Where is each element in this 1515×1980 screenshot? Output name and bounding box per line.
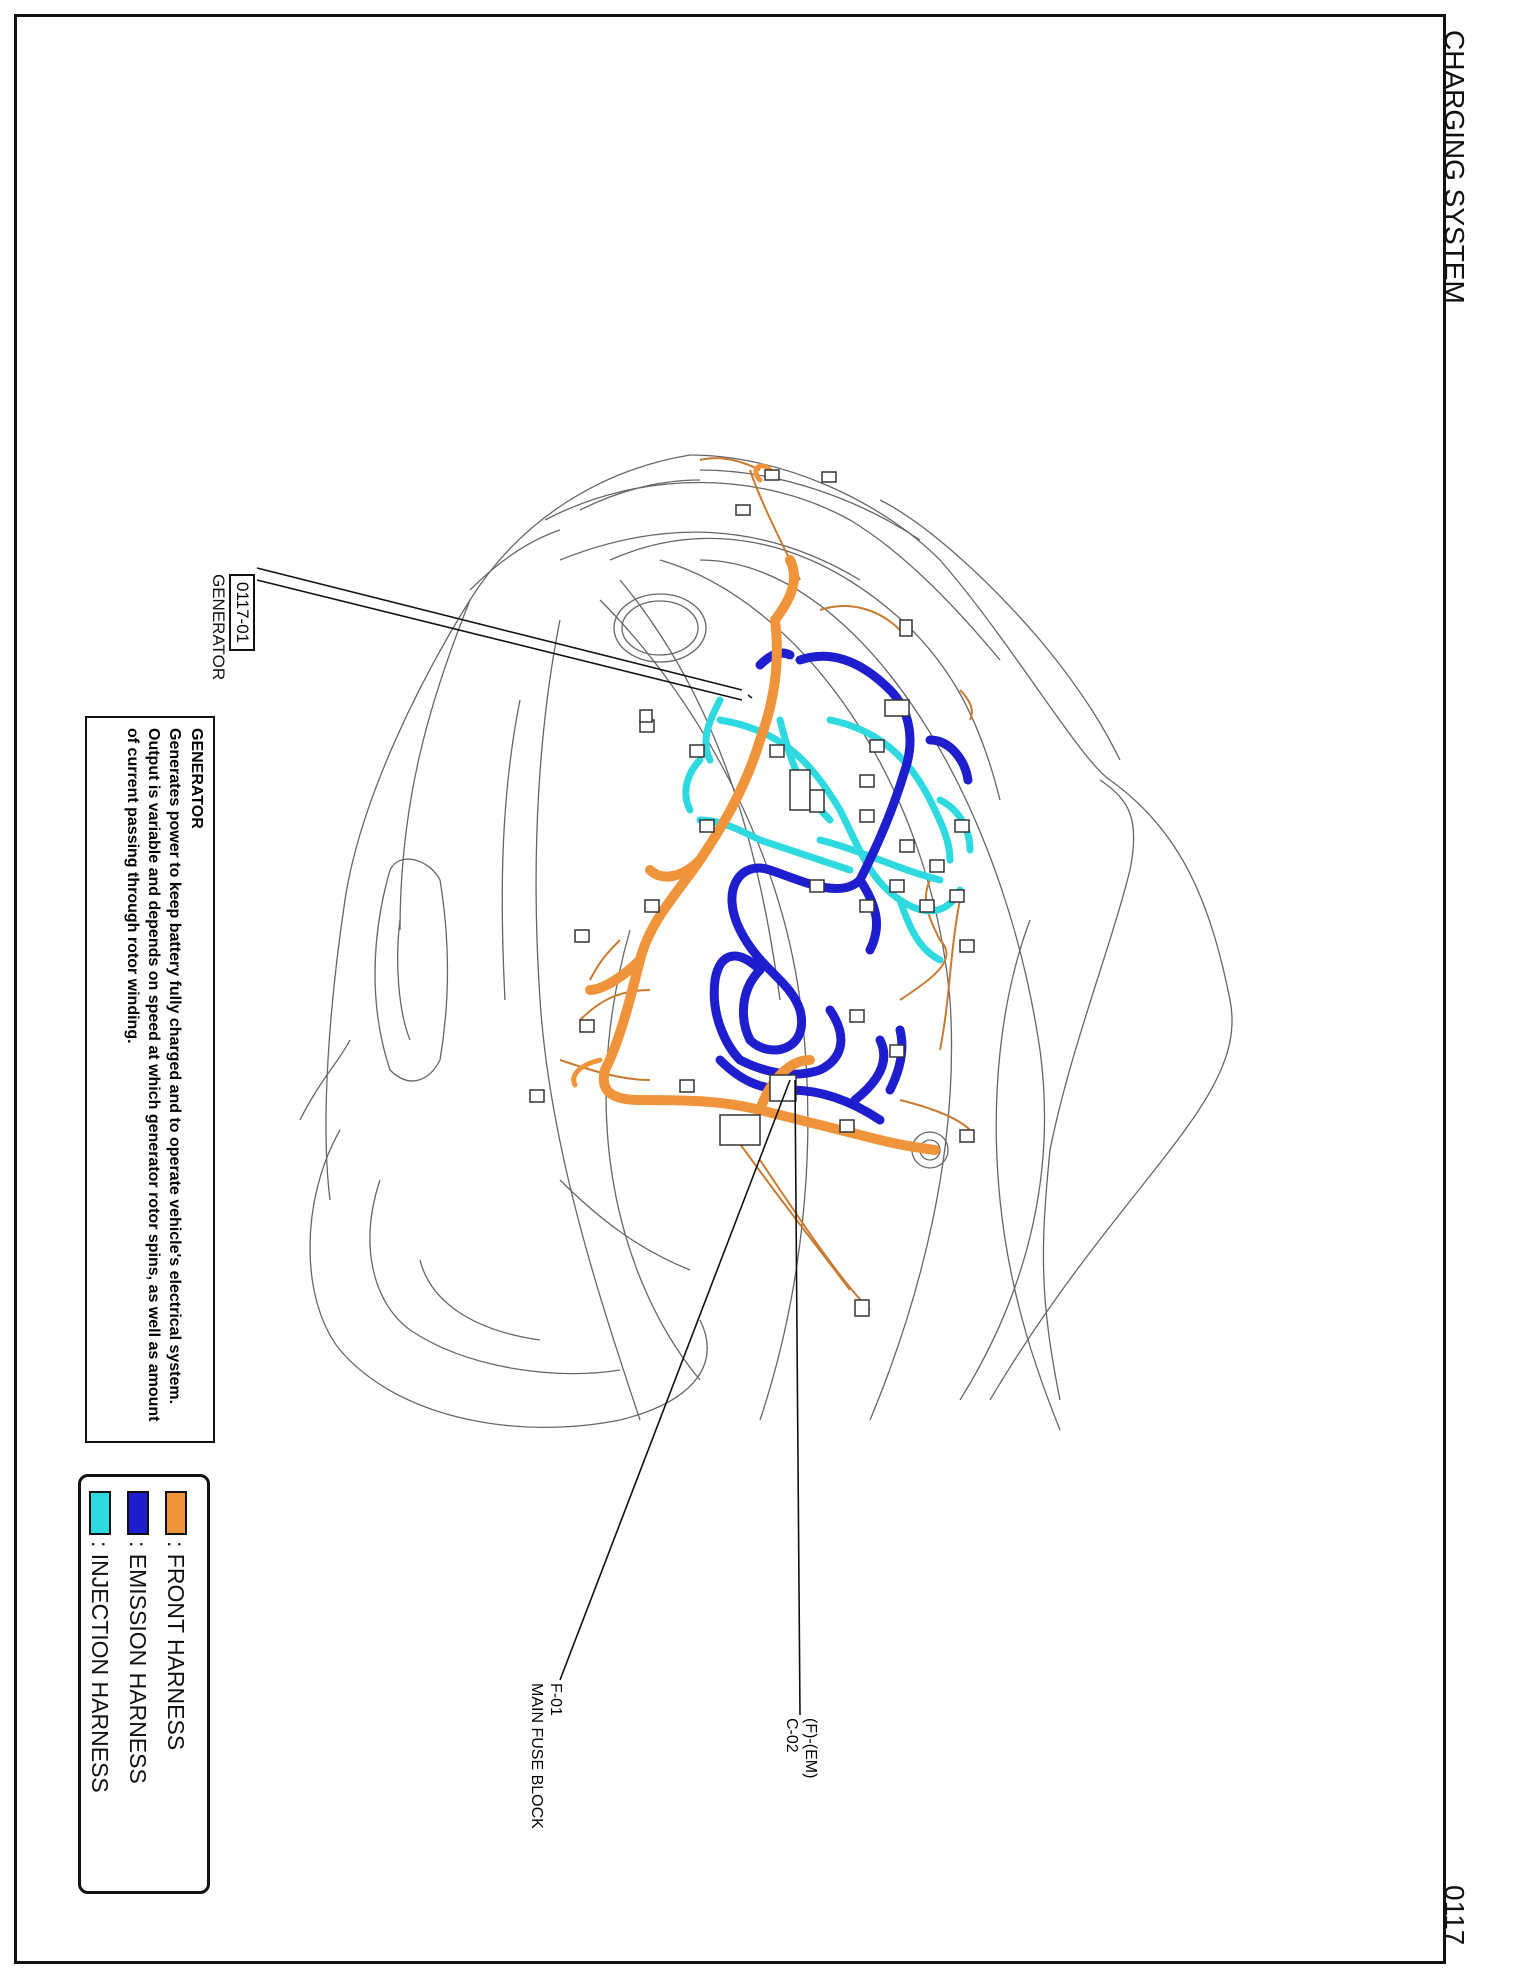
connector-f01-line1: F-01 — [547, 1683, 564, 1716]
connector-c02-label — [782, 1718, 820, 1778]
legend-label-emission: : EMISSION HARNESS — [125, 1541, 152, 1784]
generator-callout-name: GENERATOR — [209, 574, 228, 681]
connector-c02-line2: C-02 — [783, 1718, 800, 1753]
legend-item-front — [159, 1491, 193, 1877]
legend-swatch-injection — [89, 1491, 111, 1535]
description-title: GENERATOR — [188, 728, 205, 829]
harness-legend — [78, 1474, 210, 1894]
legend-swatch-emission — [127, 1491, 149, 1535]
connector-f01-line2: MAIN FUSE BLOCK — [528, 1683, 545, 1829]
vehicle-outline — [300, 455, 1232, 1430]
connector-f01-label — [527, 1683, 565, 1829]
legend-item-emission — [121, 1491, 155, 1877]
page-title: CHARGING SYSTEM — [1439, 30, 1470, 304]
connector-blocks — [530, 470, 974, 1316]
legend-label-front: : FRONT HARNESS — [163, 1541, 190, 1751]
description-body: Generates power to keep battery fully charged and to operate vehicle's electrical system. Output is variable and depends on speed at which generator rotor spins, as well as amount of current passing through rotor winding. — [124, 728, 183, 1422]
legend-swatch-front — [165, 1491, 187, 1535]
front-harness-thin — [560, 458, 972, 1310]
page-number: 0117 — [1439, 1885, 1470, 1946]
legend-item-injection — [83, 1491, 117, 1877]
callout-lines — [257, 568, 800, 1715]
legend-label-injection: : INJECTION HARNESS — [87, 1541, 114, 1793]
generator-callout-code — [229, 574, 255, 651]
generator-code: 0117-01 — [229, 574, 255, 651]
connector-c02-line1: (F)-(EM) — [802, 1718, 819, 1779]
generator-description-box — [85, 716, 215, 1443]
